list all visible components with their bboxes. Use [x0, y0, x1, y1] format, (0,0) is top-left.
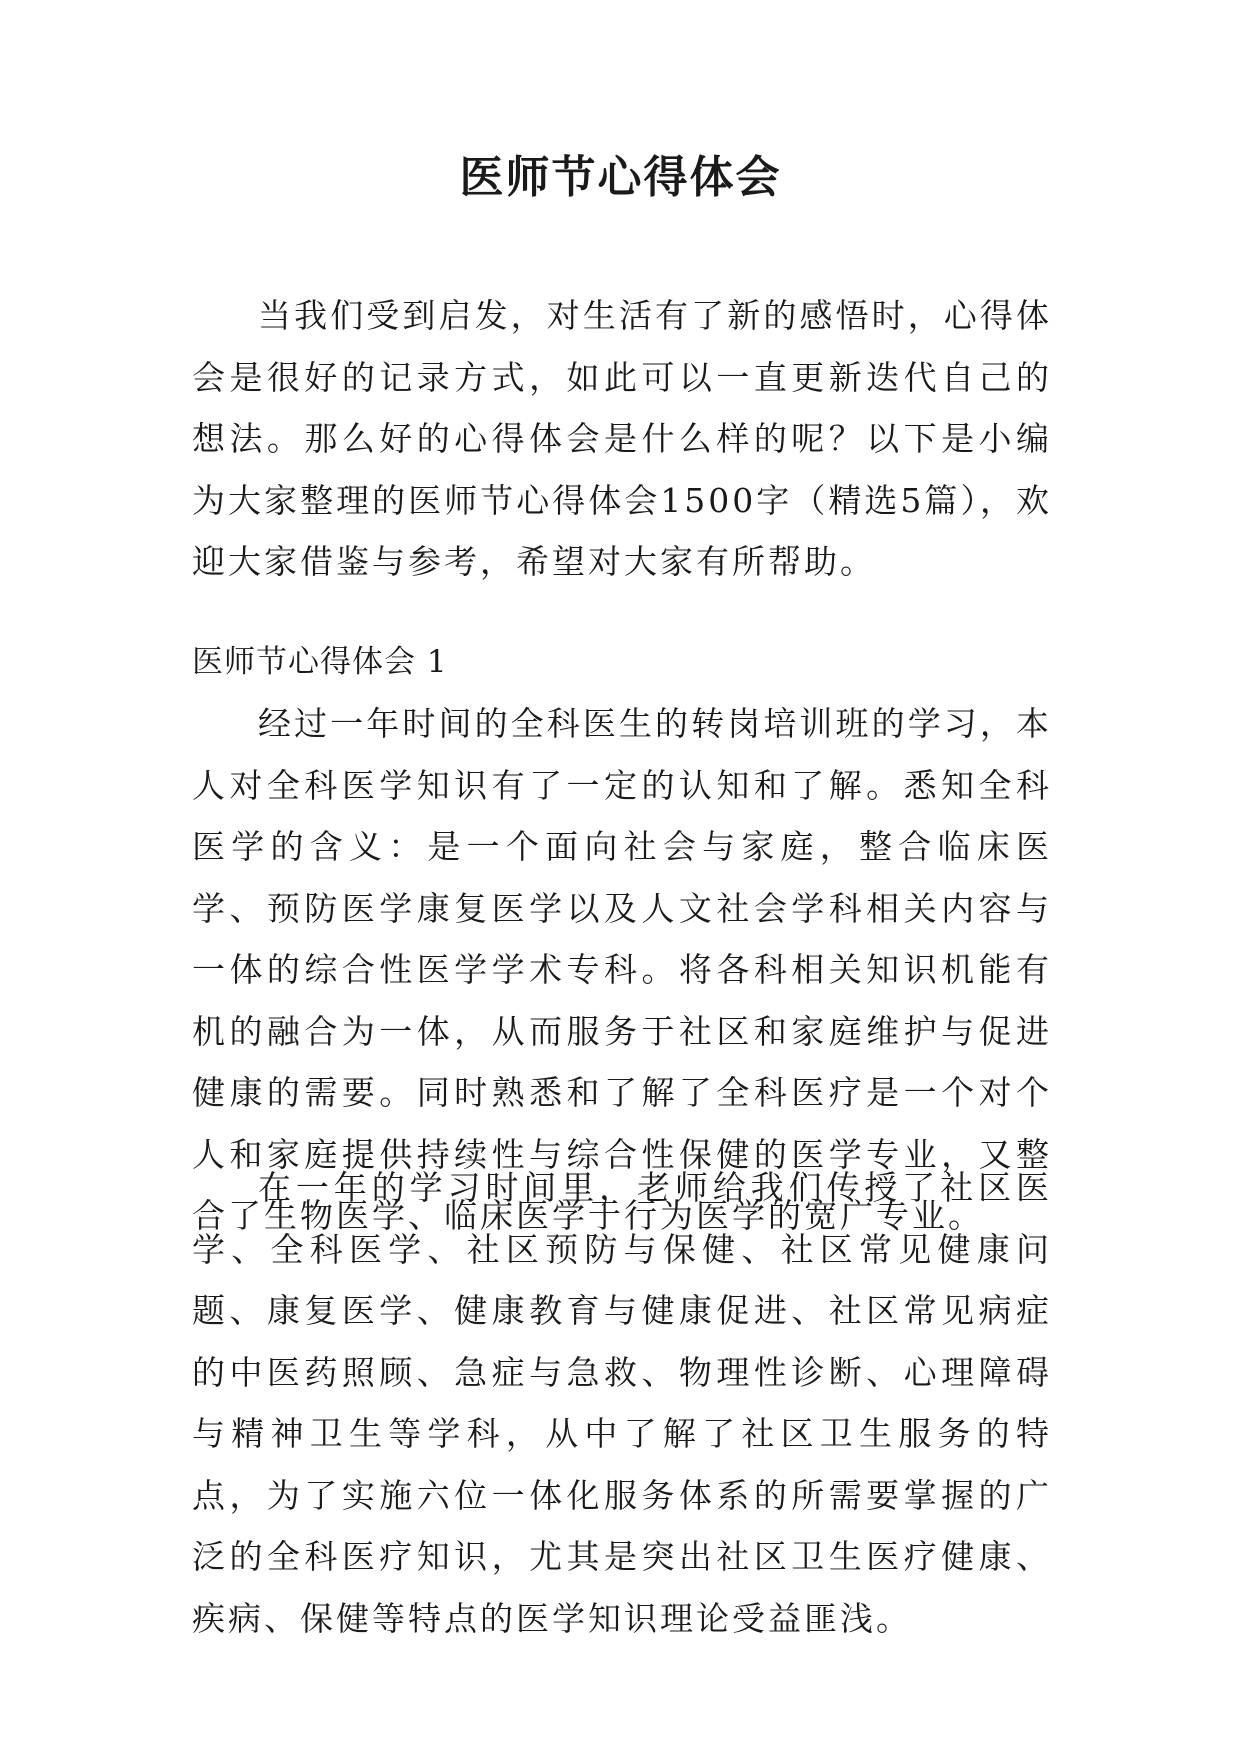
section-heading: 医师节心得体会 1 — [192, 644, 448, 680]
intro-paragraph: 当我们受到启发，对生活有了新的感悟时，心得体会是很好的记录方式，如此可以一直更新迭代自己的想法。那么好的心得体会是什么样的呢？以下是小编为大家整理的医师节心得体会1500字（精选5篇），欢迎大家借鉴与参考，希望对大家有所帮助。 — [192, 296, 1052, 581]
body-paragraph-2: 在一年的学习时间里，老师给我们传授了社区医学、全科医学、社区预防与保健、社区常见健康问题、康复医学、健康教育与健康促进、社区常见病症的中医药照顾、急症与急救、物理性诊断、心理障碍与精神卫生等学科，从中了解了社区卫生服务的特点，为了实施六位一体化服务体系的所需要掌握的广泛的全科医疗知识，尤其是突出社区卫生医疗健康、疾病、保健等特点的医学知识理论受益匪浅。 — [192, 1168, 1052, 1638]
document-title: 医师节心得体会 — [459, 152, 782, 203]
body-paragraph-1: 经过一年时间的全科医生的转岗培训班的学习，本人对全科医学知识有了一定的认知和了解。悉知全科医学的含义：是一个面向社会与家庭，整合临床医学、预防医学康复医学以及人文社会学科相关内容与一体的综合性医学学术专科。将各科相关知识机能有机的融合为一体，从而服务于社区和家庭维护与促进健康的需要。同时熟悉和了解了全科医疗是一个对个人和家庭提供持续性与综合性保健的医学专业，又整合了生物医学、临床医学于行为医学的宽广专业。 — [192, 704, 1052, 1235]
